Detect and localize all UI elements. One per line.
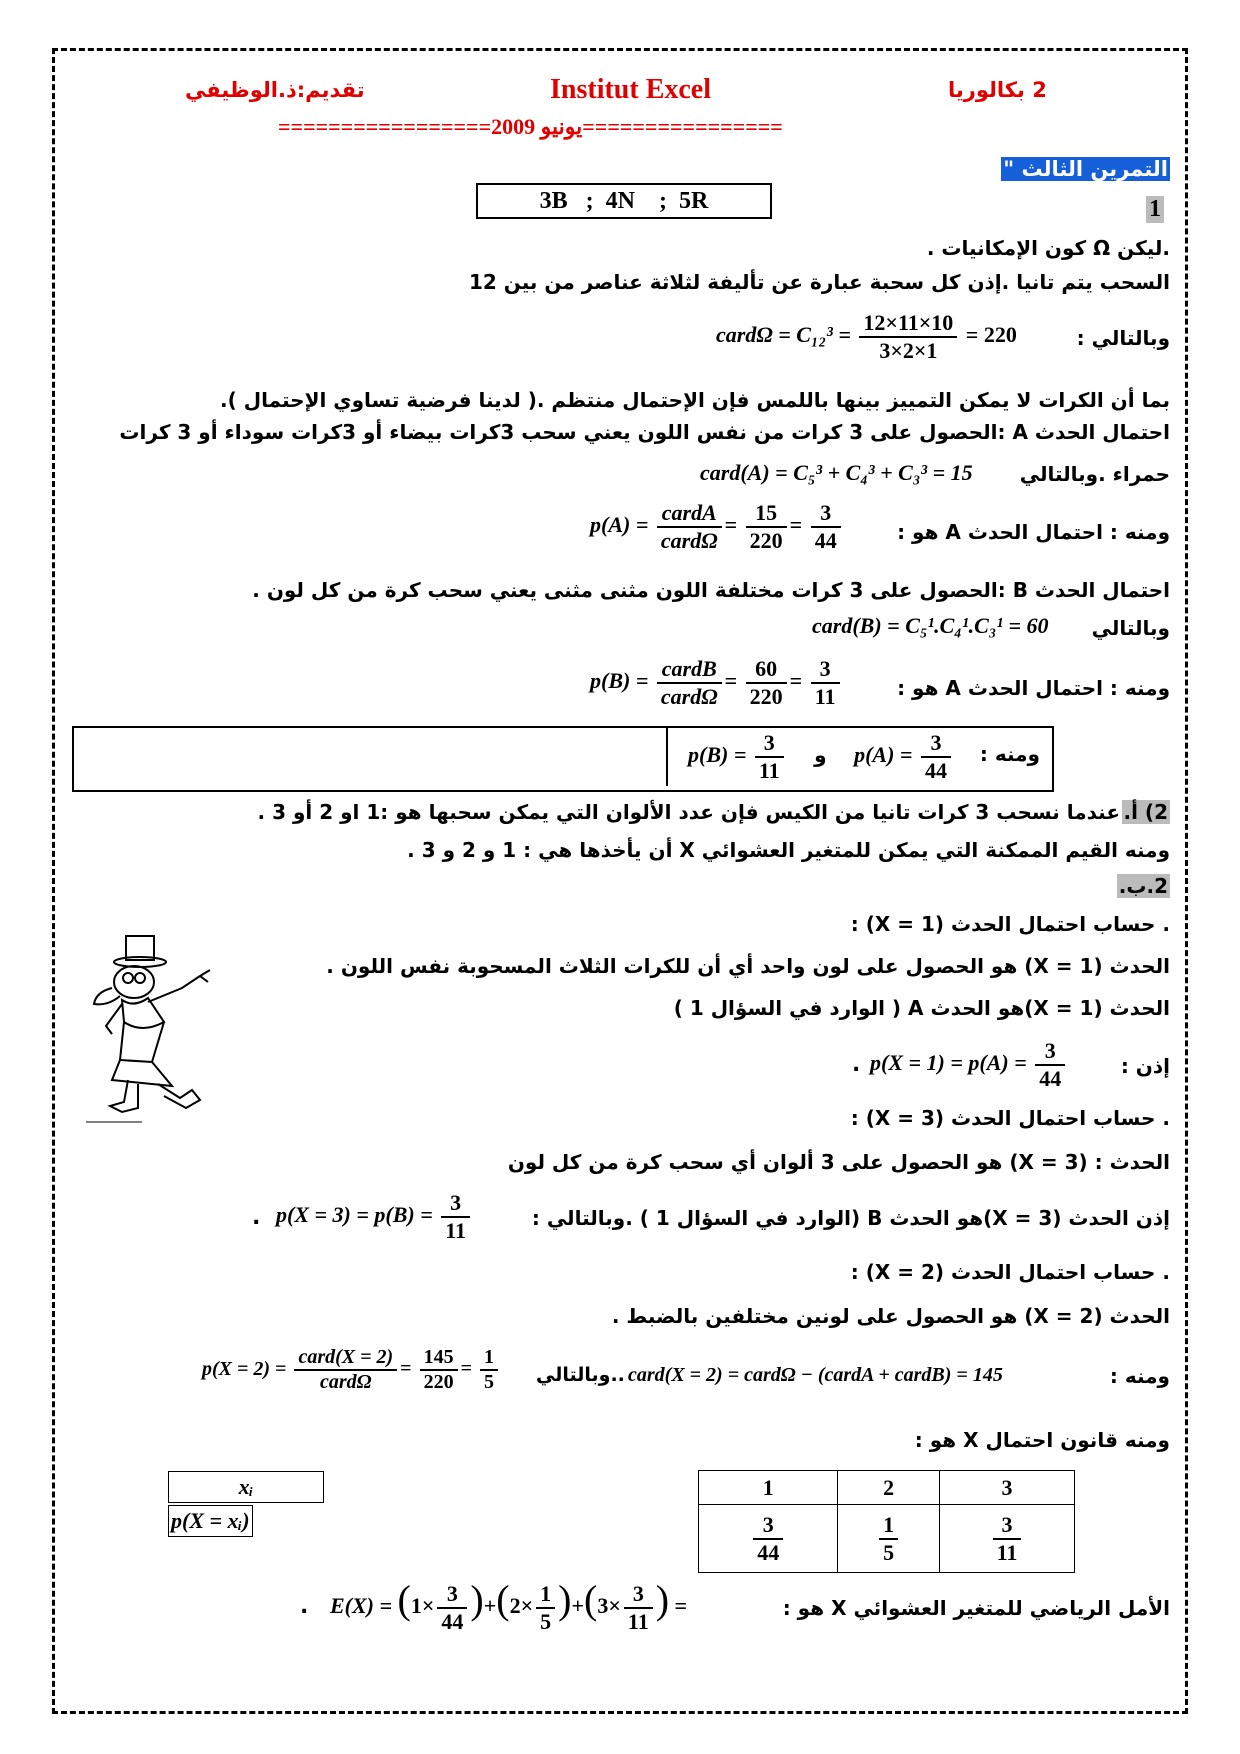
- institute-name: Institut Excel: [550, 74, 711, 105]
- line-x2-meaning: الحدث (X = 2) هو الحصول على لونين مختلفين بالضبط .: [611, 1304, 1170, 1328]
- eq-pb: p(B) = $\frac{\text{cardB}}{\text{cardΩ}}$ = $\frac{60}{220}$ = $\frac{3}{11}$: [590, 656, 843, 710]
- eq-p-x2: p(X = 2) = $\frac{\text{card(X = 2)}}{\text{cardΩ}}$ = $\frac{145}{220}$ = $\frac{1}{5}$: [202, 1346, 501, 1394]
- table-head-p: p(X = xᵢ): [168, 1505, 253, 1537]
- line-pa-text: ومنه : احتمال الحدث A هو :: [897, 520, 1170, 544]
- balls-box: 3B ; 4N ; 5R: [476, 183, 772, 219]
- line-card-omega-text: وبالتالي :: [1076, 326, 1170, 350]
- probability-table: [168, 1470, 1075, 1573]
- line-card-b-text: وبالتالي: [1091, 616, 1170, 640]
- dot-x3: .: [252, 1205, 261, 1230]
- line-event-a: احتمال الحدث A :الحصول على 3 كرات من نفس اللون يعني سحب 3كرات بيضاء أو 3كرات سوداء أو 3 كرات: [119, 420, 1170, 444]
- eq-x3: p(X = 3) = p(B) = $\frac{3}{11}$: [276, 1190, 473, 1244]
- line-event-b: احتمال الحدث B :الحصول على 3 كرات مختلفة اللون مثنى مثنى يعني سحب كرة من كل لون .: [252, 578, 1170, 602]
- line-calc-x2: . حساب احتمال الحدث (X = 2) :: [850, 1260, 1170, 1284]
- line-colors-count: عندما نسحب 3 كرات تانيا من الكيس فإن عدد الألوان التي يمكن سحبها هو :1 او 2 أو 3 .: [257, 800, 1120, 824]
- table-prob-1: $\frac{3}{44}$: [699, 1505, 838, 1573]
- exercise-title: التمرين الثالث ": [1003, 157, 1168, 181]
- table-value-3: 3: [940, 1471, 1075, 1505]
- line-x2-text: ومنه :: [1109, 1364, 1170, 1388]
- question-2b-label: 2.ب.: [1118, 874, 1168, 898]
- table-value-2: 2: [838, 1471, 940, 1505]
- eq-card-b: card(B) = C₅¹.C₄¹.C₃¹ = 60: [812, 613, 1049, 638]
- table-head-xi: xᵢ: [168, 1471, 324, 1503]
- eq-summary: p(B) = $\frac{3}{11}$ و p(A) = $\frac{3}{44}$: [688, 730, 954, 784]
- summary-label: ومنه :: [979, 742, 1040, 766]
- line-x3-event-b: إذن الحدث (X = 3)هو الحدث B (الوارد في السؤال 1 ) .وبالتالي :: [531, 1206, 1170, 1230]
- dot-expectation: .: [300, 1594, 309, 1619]
- question-1-label: 1: [1146, 196, 1164, 223]
- question-2a-label: 2) أ.: [1123, 800, 1168, 824]
- table-value-1: 1: [699, 1471, 838, 1505]
- line-expectation-text: الأمل الرياضي للمتغير العشوائي X هو :: [782, 1596, 1170, 1620]
- line-x3-meaning: الحدث : (X = 3) هو الحصول على 3 ألوان أي سحب كرة من كل لون: [507, 1150, 1170, 1174]
- line-law: ومنه قانون احتمال X هو :: [914, 1428, 1170, 1452]
- session-line: ================يونيو 2009=================: [278, 114, 783, 139]
- table-prob-3: $\frac{3}{11}$: [940, 1505, 1075, 1573]
- eq-card-a: card(A) = C₅³ + C₄³ + C₃³ = 15: [700, 460, 973, 485]
- line-x1-meaning: الحدث (X = 1) هو الحصول على لون واحد أي أن للكرات الثلاث المسحوبة نفس اللون .: [326, 954, 1170, 978]
- eq-expectation: E(X) = (1× $\frac{3}{44}$ )+(2× $\frac{1}{5}$ )+(3× $\frac{3}{11}$ ) =: [330, 1577, 688, 1634]
- line-values-x: ومنه القيم الممكنة التي يمكن للمتغير العشوائي X أن يأخذها هي : 1 و 2 و 3 .: [407, 838, 1170, 862]
- table-prob-2: $\frac{1}{5}$: [838, 1505, 940, 1573]
- line-x1-result-text: إذن :: [1120, 1054, 1170, 1078]
- teacher-name: تقديم:ذ.الوظيفي: [185, 78, 365, 102]
- line-pb-text: ومنه : احتمال الحدث A هو :: [897, 676, 1170, 700]
- line-card-a-text: حمراء .وبالتالي: [1019, 462, 1170, 486]
- eq-x1: p(X = 1) = p(A) = $\frac{3}{44}$: [870, 1038, 1068, 1092]
- line-x2-then: ..وبالتالي: [536, 1364, 625, 1386]
- eq-card-x2: card(X = 2) = cardΩ − (cardA + cardB) = 145: [628, 1364, 1003, 1386]
- line-uniform: بما أن الكرات لا يمكن التمييز بينها باللمس فإن الإحتمال منتظم .( لدينا فرضية تساوي الإحتمال ).: [220, 388, 1170, 412]
- line-calc-x3: . حساب احتمال الحدث (X = 3) :: [850, 1106, 1170, 1130]
- level-label: 2 بكالوريا: [948, 78, 1047, 102]
- line-calc-x1: . حساب احتمال الحدث (X = 1) :: [850, 912, 1170, 936]
- line-universe: .ليكن Ω كون الإمكانيات .: [926, 236, 1170, 260]
- page-border: [52, 48, 1188, 1714]
- eq-pa: p(A) = $\frac{\text{cardA}}{\text{cardΩ}}$ = $\frac{15}{220}$ = $\frac{3}{44}$: [590, 500, 844, 554]
- cartoon-duck-illustration: [82, 930, 232, 1126]
- eq-card-omega: cardΩ = C₁₂³ = $\frac{12\times 11\times 10}{3\times 2\times 1}$ = 220: [716, 310, 1017, 363]
- line-x1-event-a: الحدث (X = 1)هو الحدث A ( الوارد في السؤال 1 ): [673, 996, 1170, 1020]
- line-draw: السحب يتم تانيا .إذن كل سحبة عبارة عن تأليفة لثلاثة عناصر من بين 12: [468, 270, 1170, 294]
- dot-x1: .: [852, 1052, 861, 1077]
